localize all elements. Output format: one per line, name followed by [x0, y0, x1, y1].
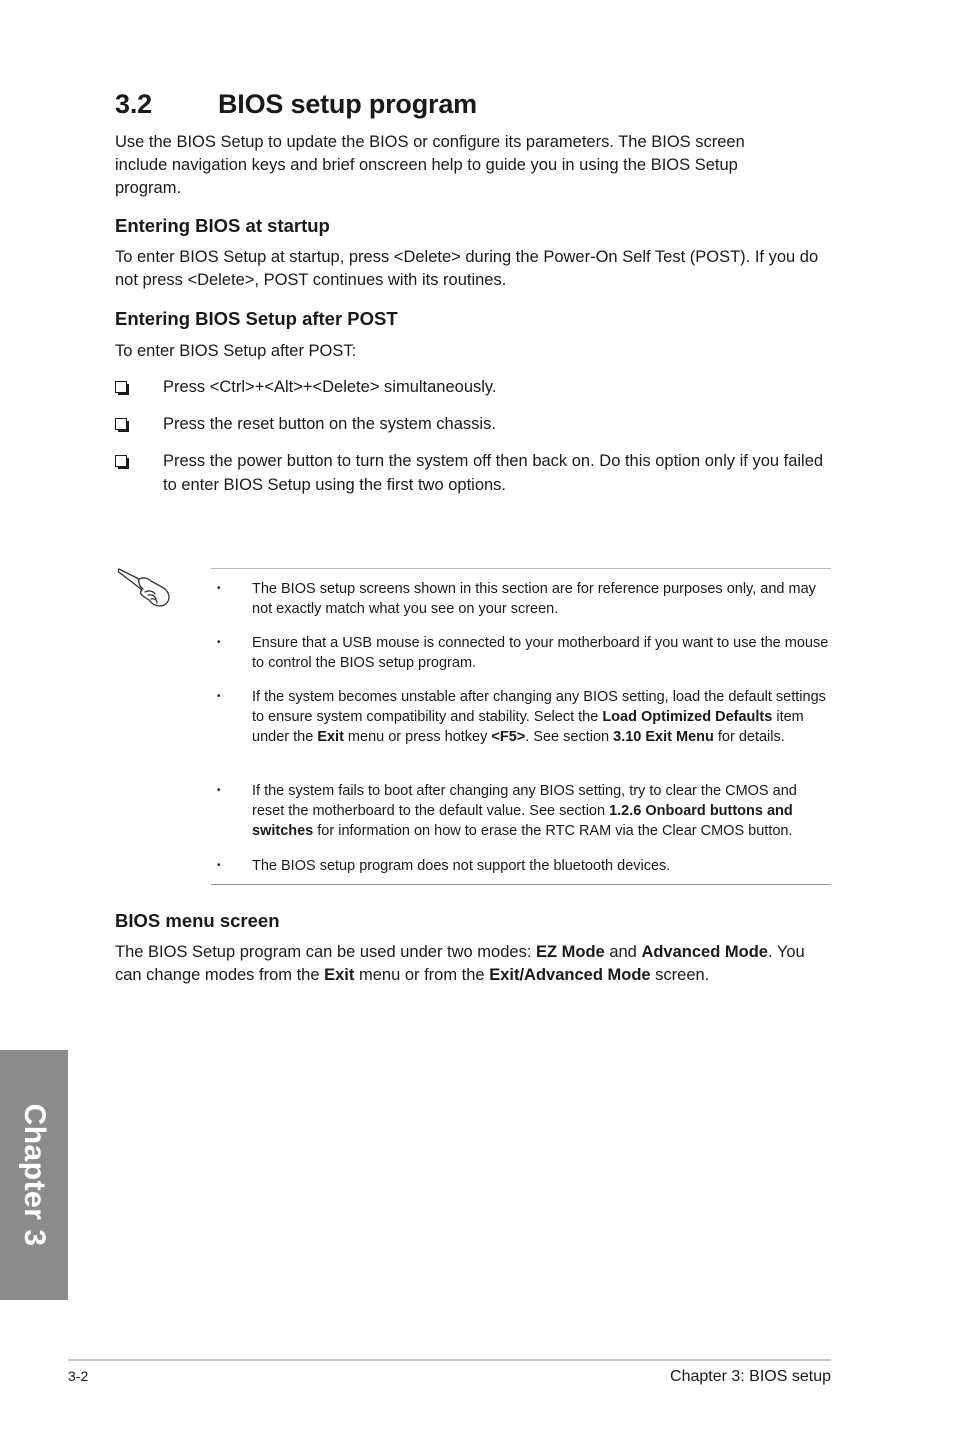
- menu-screen-heading: BIOS menu screen: [115, 910, 280, 931]
- list-item-text: Press the power button to turn the system off then back on. Do this option only if you failed to enter BIOS Setup using the first two options.: [163, 452, 824, 494]
- note-text: Ensure that a USB mouse is connected to your motherboard if you want to use the mouse to control the BIOS setup program.: [252, 635, 829, 672]
- footer-rule: [68, 1359, 831, 1361]
- bullet-dot-icon: •: [217, 637, 221, 648]
- note-bottom-rule: [211, 884, 831, 885]
- chapter-side-tab: [0, 1050, 68, 1300]
- checkbox-bullet-icon: [115, 455, 127, 467]
- bold-term: EZ Mode: [535, 943, 605, 961]
- bold-term: <F5>: [491, 729, 526, 746]
- list-item-text: Press the reset button on the system chassis.: [163, 415, 496, 433]
- intro-paragraph: Use the BIOS Setup to update the BIOS or configure its parameters. The BIOS screen include navigation keys and brief onscreen help to guide you in using the BIOS Setup program.: [115, 133, 745, 197]
- startup-paragraph: To enter BIOS Setup at startup, press <Delete> during the Power-On Self Test (POST). If you do not press <Delete>, POST continues with its routines.: [115, 248, 819, 289]
- after-post-heading: Entering BIOS Setup after POST: [115, 308, 398, 329]
- pointing-hand-icon: [116, 565, 174, 607]
- startup-heading: Entering BIOS at startup: [115, 215, 330, 236]
- chapter-tab-label: Chapter 3: [18, 1103, 51, 1247]
- menu-screen-paragraph: The BIOS Setup program can be used under two modes: EZ Mode and Advanced Mode. You can change modes from the Exit menu or from the Exit/Advanced Mode screen.: [115, 943, 805, 984]
- bullet-dot-icon: •: [217, 785, 221, 796]
- bold-term: Advanced Mode: [641, 943, 768, 961]
- bold-term: Exit: [324, 966, 355, 984]
- after-post-lead: To enter BIOS Setup after POST:: [115, 342, 357, 360]
- bold-term: Load Optimized Defaults: [602, 709, 773, 726]
- footer-chapter-title: Chapter 3: BIOS setup: [670, 1368, 831, 1385]
- note-text: If the system fails to boot after changing any BIOS setting, try to clear the CMOS and reset the motherboard to the default value. See section 1.2.6 Onboard buttons and switches for information on how to erase the RTC RAM via the Clear CMOS button.: [252, 783, 797, 840]
- note-text: The BIOS setup screens shown in this section are for reference purposes only, and may not exactly match what you see on your screen.: [252, 581, 816, 618]
- bold-term: 1.2.6 Onboard buttons and switches: [252, 803, 793, 840]
- note-top-rule: [211, 568, 831, 569]
- checkbox-bullet-icon: [115, 418, 127, 430]
- bold-term: Exit/Advanced Mode: [489, 966, 651, 984]
- checkbox-list-item: [115, 450, 831, 498]
- bullet-dot-icon: •: [217, 691, 221, 702]
- list-item-text: Press <Ctrl>+<Alt>+<Delete> simultaneously.: [163, 378, 497, 396]
- checkbox-bullet-icon: [115, 381, 127, 393]
- bold-term: Exit: [317, 729, 344, 746]
- section-title: BIOS setup program: [218, 89, 477, 119]
- note-text: The BIOS setup program does not support the bluetooth devices.: [252, 858, 671, 874]
- bold-term: 3.10 Exit Menu: [613, 729, 714, 746]
- note-text: If the system becomes unstable after changing any BIOS setting, load the default settings to ensure system compatibility and stability. Select the Load Optimized Defaults item under the Exit menu or press hotkey <F5>. See section 3.10 Exit Menu for details.: [252, 689, 826, 746]
- section-heading: [115, 89, 477, 120]
- section-number: 3.2: [115, 89, 152, 119]
- bullet-dot-icon: •: [217, 583, 221, 594]
- page-number: 3-2: [68, 1368, 89, 1384]
- bullet-dot-icon: •: [217, 860, 221, 871]
